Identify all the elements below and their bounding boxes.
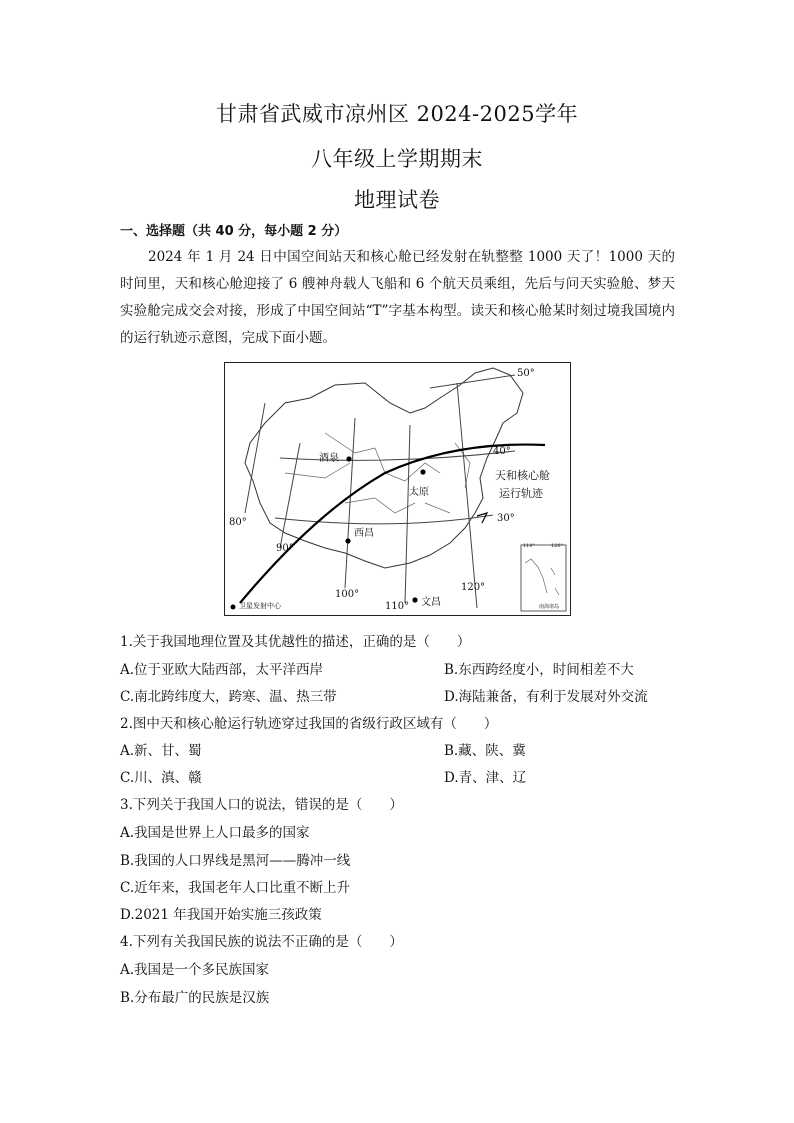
question-3-option-a: A.我国是世界上人口最多的国家 — [120, 825, 310, 841]
city-label-taiyuan: 太原 — [409, 487, 429, 498]
question-3-option-d: D.2021 年我国开始实施三孩政策 — [120, 907, 322, 923]
lon-label-80: 80° — [229, 517, 247, 528]
city-dot-jiuquan — [346, 456, 351, 461]
question-4-stem: 4.下列有关我国民族的说法不正确的是（ ） — [120, 934, 403, 950]
south-china-sea-inset — [521, 545, 566, 611]
legend-label: 卫星发射中心 — [239, 602, 281, 610]
question-2-option-d: D.青、津、辽 — [444, 770, 527, 786]
orbit-label-line1: 天和核心舱 — [495, 469, 550, 482]
lon-label-110: 110° — [385, 601, 410, 612]
city-label-wenchang: 文昌 — [421, 597, 441, 608]
question-3-option-b: B.我国的人口界线是黑河——腾冲一线 — [120, 853, 351, 869]
question-2-option-c: C.川、滇、赣 — [120, 770, 202, 786]
question-2-option-b: B.藏、陕、冀 — [444, 743, 526, 759]
lon-label-100: 100° — [335, 589, 360, 600]
latitude-30 — [275, 515, 493, 524]
question-1-option-b: B.东西跨经度小，时间相差不大 — [444, 662, 634, 678]
inset-label-110: 110° — [523, 543, 536, 549]
question-2-stem: 2.图中天和核心舱运行轨迹穿过我国的省级行政区域有（ ） — [120, 716, 498, 732]
lon-label-90: 90° — [276, 543, 294, 554]
longitude-80 — [245, 403, 265, 513]
intro-paragraph: 2024 年 1 月 24 日中国空间站天和核心舱已经发射在轨整整 1000 天了！1000 天的时间里，天和核心舱迎接了 6 艘神舟载人飞船和 6 个航天员乘组，先后与问天实验舱、梦天实验舱完成交会对接，形成了中国空间站“T”字基本构型。读天和核心舱某时刻过境我国境内的运行轨迹示意图，完成下面小题。 — [120, 249, 675, 346]
orbit-label-line2: 运行轨迹 — [499, 487, 543, 500]
question-4-option-a: A.我国是一个多民族国家 — [120, 962, 270, 978]
question-2-option-a: A.新、甘、蜀 — [120, 743, 202, 759]
arrow-icon — [477, 513, 487, 523]
exam-title-line3: 地理试卷 — [354, 188, 440, 212]
city-dot-xichang — [345, 538, 350, 543]
question-3-stem: 3.下列关于我国人口的说法，错误的是（ ） — [120, 797, 403, 813]
city-label-jiuquan: 酒泉 — [319, 453, 339, 464]
lat-label-40: 40° — [493, 446, 511, 457]
city-label-xichang: 西昌 — [354, 528, 374, 539]
inset-label-120: 120° — [551, 543, 564, 549]
city-dot-wenchang — [412, 597, 417, 602]
question-1-stem: 1.关于我国地理位置及其优越性的描述，正确的是（ ） — [120, 634, 471, 650]
lon-label-120: 120° — [461, 582, 486, 593]
latitude-40 — [280, 451, 515, 460]
latitude-50 — [430, 375, 515, 388]
section-heading: 一、选择题（共 40 分，每小题 2 分） — [120, 224, 348, 239]
city-dot-taiyuan — [420, 469, 425, 474]
inset-caption: 南海诸岛 — [539, 604, 560, 610]
exam-title-line2: 八年级上学期期末 — [311, 147, 483, 171]
question-3-option-c: C.近年来，我国老年人口比重不断上升 — [120, 880, 351, 896]
question-4-option-b: B.分布最广的民族是汉族 — [120, 990, 270, 1006]
lat-label-50: 50° — [517, 368, 535, 379]
legend-dot — [231, 605, 236, 610]
lat-label-30: 30° — [497, 513, 515, 524]
china-outline — [245, 368, 523, 568]
longitude-120 — [457, 383, 477, 608]
question-1-option-d: D.海陆兼备，有利于发展对外交流 — [444, 689, 648, 705]
longitude-110 — [405, 425, 410, 603]
orbit-map — [224, 362, 571, 616]
question-1-option-c: C.南北跨纬度大，跨寒、温、热三带 — [120, 689, 337, 705]
exam-title-line1: 甘肃省武威市凉州区 2024-2025学年 — [215, 102, 579, 126]
question-1-option-a: A.位于亚欧大陆西部，太平洋西岸 — [120, 662, 324, 678]
